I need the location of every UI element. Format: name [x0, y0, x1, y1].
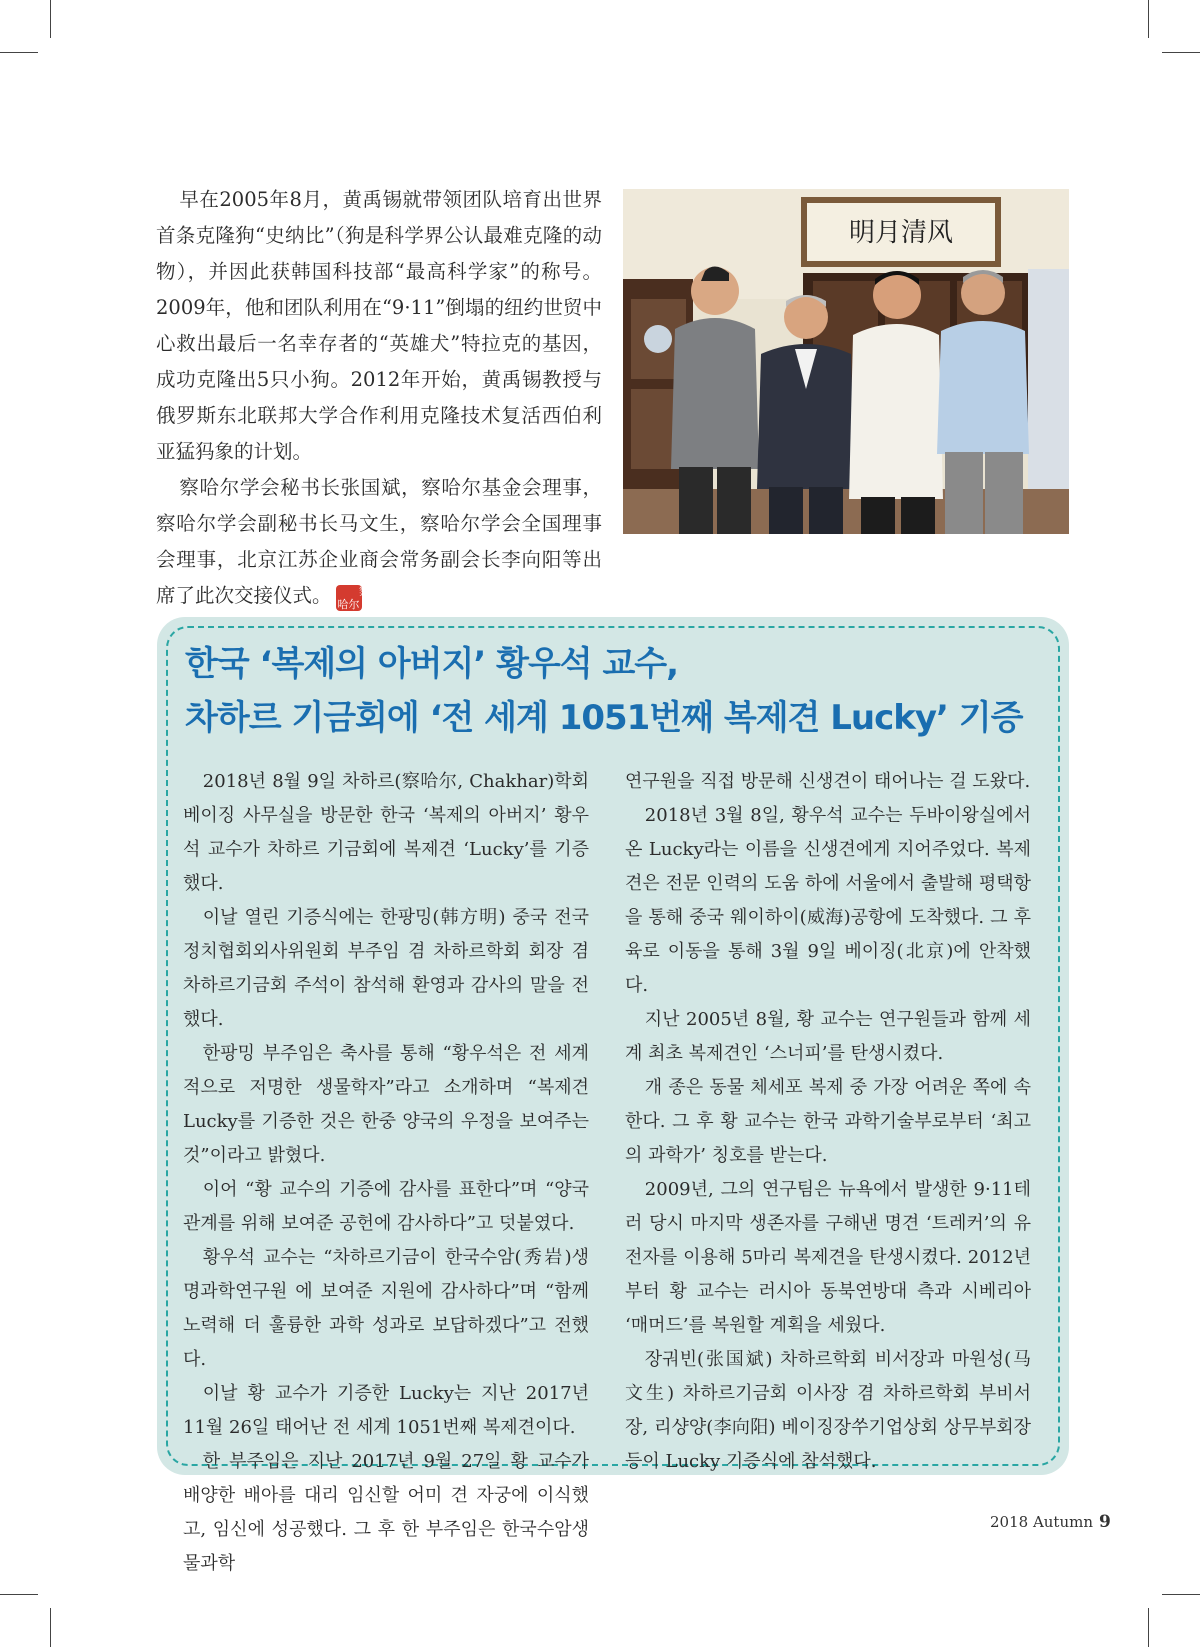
korean-paragraph: 2018년 3월 8일, 황우석 교수는 두바이왕실에서 온 Lucky라는 이름을 신생견에게 지어주었다. 복제견은 전문 인력의 도움 하에 서울에서 출발해 평택항을 통해 중국 웨이하이(威海)공항에 도착했다. 그 후 육로 이동을 통해 3월 9일 베이징(北京)에 안착했다. — [625, 805, 1031, 996]
crop-mark-top-right-h — [1162, 52, 1200, 53]
korean-headline — [185, 637, 1049, 745]
korean-paragraph: 장궈빈(张国斌) 차하르학회 비서장과 마원성(马文生) 차하르기금회 이사장 겸 차하르학회 부비서장, 리샹양(李向阳) 베이징장쑤기업상회 상무부회장 등이 Lucky 기증식에 참석했다. — [625, 1349, 1031, 1472]
crop-mark-top-left-v — [50, 0, 51, 38]
seal-stamp-icon: 察哈尔 — [337, 585, 370, 611]
page-footer — [990, 1512, 1111, 1532]
korean-paragraph: 한 부주임은 지난 2017년 9월 27일 황 교수가 배양한 배아를 대리 임신할 어미 견 자궁에 이식했고, 임신에 성공했다. 그 후 한 부주임은 한국수암생물과학 — [183, 1451, 589, 1574]
calligraphy-text: 明月清风 — [848, 218, 954, 248]
korean-left-column — [183, 765, 589, 1581]
issue-label: 2018 Autumn — [990, 1513, 1094, 1531]
crop-mark-bottom-right-v — [1148, 1608, 1149, 1647]
korean-paragraph: 2018년 8월 9일 차하르(察哈尔, Chakhar)학회 베이징 사무실을 방문한 한국 ‘복제의 아버지’ 황우석 교수가 차하르 기금회에 복제견 ‘Lucky’를 기증했다. — [183, 771, 589, 894]
korean-paragraph: 이날 열린 기증식에는 한팡밍(韩方明) 중국 전국정치협회외사위원회 부주임 겸 차하르학회 회장 겸 차하르기금회 주석이 참석해 환영과 감사의 말을 전했다. — [183, 907, 589, 1030]
headline-line-2: 차하르 기금회에 ‘전 세계 1051번째 복제견 Lucky’ 기증 — [185, 698, 1023, 738]
korean-paragraph: 황우석 교수는 “차하르기금이 한국수암(秀岩)생명과학연구원 에 보여준 지원에 감사하다”며 “함께 노력해 더 훌륭한 과학 성과로 보답하겠다”고 전했다. — [183, 1247, 589, 1370]
crop-mark-bottom-left-v — [50, 1608, 51, 1647]
page-number: 9 — [1099, 1512, 1111, 1532]
korean-paragraph: 개 종은 동물 체세포 복제 중 가장 어려운 쪽에 속한다. 그 후 황 교수는 한국 과학기술부로부터 ‘최고의 과학가’ 칭호를 받는다. — [625, 1077, 1031, 1166]
chinese-paragraph-text: 察哈尔学会秘书长张国斌，察哈尔基金会理事，察哈尔学会副秘书长马文生，察哈尔学会全国理事会理事，北京江苏企业商会常务副会长李向阳等出席了此次交接仪式。 — [156, 476, 602, 607]
group-photo — [623, 189, 1069, 534]
crop-mark-bottom-right-h — [1162, 1594, 1200, 1595]
korean-paragraph: 지난 2005년 8월, 황 교수는 연구원들과 함께 세계 최초 복제견인 ‘스너피’를 탄생시켰다. — [625, 1009, 1031, 1064]
crop-mark-top-right-v — [1148, 0, 1149, 38]
crop-mark-top-left-h — [0, 52, 38, 53]
chinese-paragraph: 早在2005年8月，黄禹锡就带领团队培育出世界首条克隆狗“史纳比”（狗是科学界公认最难克隆的动物），并因此获韩国科技部“最高科学家”的称号。2009年，他和团队利用在“9·11”倒塌的纽约世贸中心救出最后一名幸存者的“英雄犬”特拉克的基因，成功克隆出5只小狗。2012年开始，黄禹锡教授与俄罗斯东北联邦大学合作利用克隆技术复活西伯利亚猛犸象的计划。 — [156, 188, 602, 463]
chinese-paragraph — [156, 470, 602, 614]
korean-right-column — [625, 765, 1031, 1479]
korean-paragraph-continuation: 연구원을 직접 방문해 신생견이 태어나는 걸 도왔다. — [625, 771, 1031, 792]
korean-paragraph: 이어 “황 교수의 기증에 감사를 표한다”며 “양국 관계를 위해 보여준 공헌에 감사하다”고 덧붙였다. — [183, 1179, 589, 1234]
chinese-article — [156, 182, 602, 614]
korean-paragraph: 한팡밍 부주임은 축사를 통해 “황우석은 전 세계적으로 저명한 생물학자”라고 소개하며 “복제견 Lucky를 기증한 것은 한중 양국의 우정을 보여주는 것”이라고 밝혔다. — [183, 1043, 589, 1166]
crop-mark-bottom-left-h — [0, 1594, 38, 1595]
headline-line-1: 한국 ‘복제의 아버지’ 황우석 교수, — [185, 644, 679, 684]
korean-paragraph: 2009년, 그의 연구팀은 뉴욕에서 발생한 9·11테러 당시 마지막 생존자를 구해낸 명견 ‘트레커’의 유전자를 이용해 5마리 복제견을 탄생시켰다. 2012년부터 황 교수는 러시아 동북연방대 측과 시베리아 ‘매머드’를 복원할 계획을 세웠다. — [625, 1179, 1031, 1336]
korean-paragraph: 이날 황 교수가 기증한 Lucky는 지난 2017년 11월 26일 태어난 전 세계 1051번째 복제견이다. — [183, 1383, 589, 1438]
